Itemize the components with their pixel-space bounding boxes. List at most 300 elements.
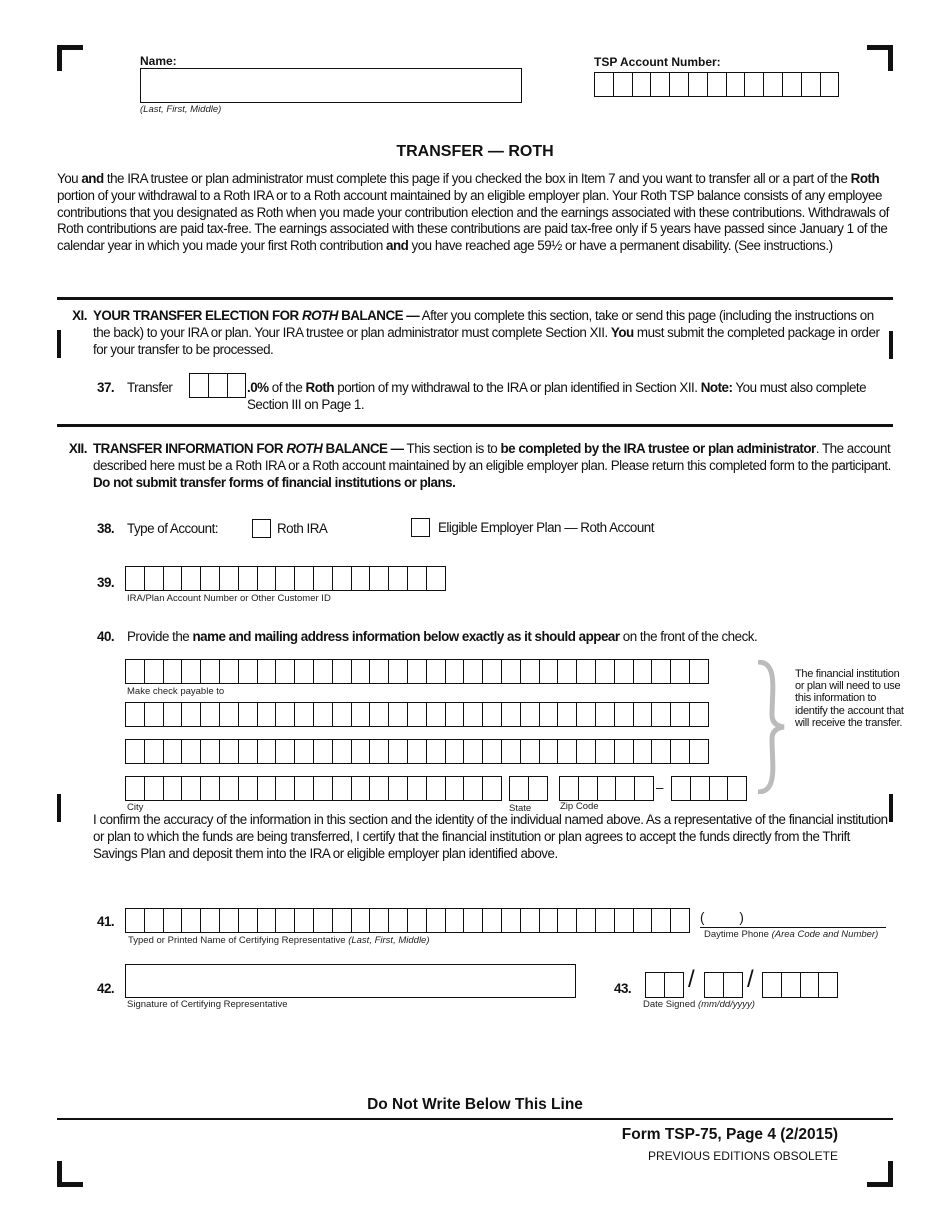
character-cell[interactable] [540,740,559,763]
registration-mark [867,45,893,71]
representative-name-input[interactable] [125,908,690,933]
character-cell[interactable] [145,740,164,763]
character-cell[interactable] [502,660,521,683]
character-cell[interactable] [802,73,821,96]
character-cell[interactable] [164,909,183,932]
character-cell[interactable] [164,567,183,590]
section-xi-text [93,308,893,358]
tsp-account-label: TSP Account Number: [594,55,721,69]
item-37-number: 37. [97,380,115,395]
character-cell[interactable] [314,660,333,683]
transfer-percent-input[interactable] [189,373,246,398]
character-cell[interactable] [446,777,465,800]
character-cell[interactable] [446,909,465,932]
text: and [81,171,104,186]
character-cell[interactable] [220,660,239,683]
character-cell[interactable] [352,777,371,800]
character-cell[interactable] [126,909,145,932]
character-cell[interactable] [370,703,389,726]
section-xii-text [93,441,893,491]
employer-plan-checkbox[interactable] [411,518,430,537]
text: TRANSFER INFORMATION FOR [93,441,287,456]
character-cell[interactable] [408,909,427,932]
character-cell[interactable] [483,909,502,932]
character-cell[interactable] [819,973,838,997]
text: (Area Code and Number) [771,929,879,940]
character-cell[interactable] [220,740,239,763]
roth-ira-checkbox[interactable] [252,519,271,538]
section-xii-numeral: XII. [68,441,87,456]
character-cell[interactable] [408,777,427,800]
character-cell[interactable] [540,660,559,683]
text: Note: [700,380,733,395]
payee-name-input[interactable] [125,659,709,684]
character-cell[interactable] [446,740,465,763]
character-cell[interactable] [521,909,540,932]
character-cell[interactable] [220,703,239,726]
payable-caption: Make check payable to [127,686,225,697]
character-cell[interactable] [276,660,295,683]
character-cell[interactable] [333,567,352,590]
character-cell[interactable] [201,909,220,932]
character-cell[interactable] [126,740,145,763]
character-cell[interactable] [529,777,548,800]
text: (mm/dd/yyyy) [697,999,755,1010]
do-not-write-heading: Do Not Write Below This Line [367,1096,583,1113]
character-cell[interactable] [164,777,183,800]
character-cell[interactable] [276,703,295,726]
character-cell[interactable] [596,703,615,726]
character-cell[interactable] [558,660,577,683]
account-type-label: Type of Account: [127,521,219,536]
character-cell[interactable] [145,909,164,932]
character-cell[interactable] [258,740,277,763]
character-cell[interactable] [276,740,295,763]
character-cell[interactable] [446,703,465,726]
character-cell[interactable] [427,703,446,726]
character-cell[interactable] [689,73,708,96]
character-cell[interactable] [370,567,389,590]
character-cell[interactable] [333,660,352,683]
character-cell[interactable] [201,660,220,683]
character-cell[interactable] [164,703,183,726]
character-cell[interactable] [705,973,724,997]
character-cell[interactable] [671,660,690,683]
character-cell[interactable] [258,909,277,932]
text: Roth [305,380,335,395]
character-cell[interactable] [635,777,654,800]
character-cell[interactable] [558,703,577,726]
character-cell[interactable] [276,909,295,932]
text: . The account described here must be a Roth IRA or a Roth account maintained by an eligible employer plan. Please return this completed form to the participant. [93,441,891,473]
text: BALANCE — [322,441,404,456]
character-cell[interactable] [228,374,247,397]
character-cell[interactable] [314,909,333,932]
character-cell[interactable] [670,73,689,96]
character-cell[interactable] [821,73,840,96]
text: the IRA trustee or plan administrator must complete this page if you checked the box in Item 7 and you want to transfer all or a part of the [103,171,851,186]
address-line-2-input[interactable] [125,739,709,764]
text: You [610,324,634,340]
phone-parens: ( ) [700,910,744,925]
transfer-label: Transfer [127,380,173,395]
character-cell[interactable] [370,777,389,800]
date-day-input[interactable] [704,972,743,998]
character-cell[interactable] [333,777,352,800]
character-cell[interactable] [577,740,596,763]
zip-caption: Zip Code [560,801,599,812]
character-cell[interactable] [745,73,764,96]
text: Daytime Phone [704,929,772,940]
margin-mark [57,794,61,822]
character-cell[interactable] [201,777,220,800]
character-cell[interactable] [333,909,352,932]
text: Do not submit transfer forms of financial institutions or plans. [93,474,456,490]
character-cell[interactable] [389,703,408,726]
character-cell[interactable] [483,777,502,800]
section-xi-numeral: XI. [72,308,87,323]
character-cell[interactable] [502,703,521,726]
character-cell[interactable] [239,567,258,590]
text: be completed by the IRA trustee or plan administrator [500,441,816,456]
divider [57,424,893,427]
character-cell[interactable] [370,909,389,932]
character-cell[interactable] [464,909,483,932]
text: portion of your withdrawal to a Roth IRA or to a Roth account maintained by an eligible employer plan. Your Roth TSP balance consists of any employee contributions that you designated as Roth when you made your contribution election and the earnings associated with these contributions. Withdrawals of Roth contributions are paid tax-free. The earnings associated with these contributions are paid tax-free only if 5 years have passed since January 1 of the calendar year in which you made your first Roth contribution [57,187,889,254]
item-43-number: 43. [614,981,632,996]
character-cell[interactable] [389,660,408,683]
character-cell[interactable] [708,73,727,96]
character-cell[interactable] [577,703,596,726]
character-cell[interactable] [182,567,201,590]
character-cell[interactable] [634,660,653,683]
page-title: TRANSFER — ROTH [396,143,554,160]
character-cell[interactable] [672,777,691,800]
character-cell[interactable] [239,660,258,683]
character-cell[interactable] [577,909,596,932]
character-cell[interactable] [690,660,709,683]
character-cell[interactable] [239,777,258,800]
character-cell[interactable] [295,660,314,683]
character-cell[interactable] [182,660,201,683]
character-cell[interactable] [652,703,671,726]
character-cell[interactable] [783,73,802,96]
date-month-input[interactable] [645,972,684,998]
character-cell[interactable] [483,703,502,726]
date-caption [643,999,755,1010]
text: (Last, First, Middle) [348,935,430,946]
divider [57,297,893,300]
character-cell[interactable] [616,777,635,800]
character-cell[interactable] [634,909,653,932]
character-cell[interactable] [408,660,427,683]
character-cell[interactable] [352,660,371,683]
character-cell[interactable] [295,777,314,800]
character-cell[interactable] [145,567,164,590]
address-line-1-input[interactable] [125,702,709,727]
item-40-number: 40. [97,629,115,644]
margin-mark [57,330,61,358]
text: Date Signed [643,999,698,1010]
character-cell[interactable] [258,703,277,726]
character-cell[interactable] [239,703,258,726]
character-cell[interactable] [427,567,446,590]
character-cell[interactable] [464,703,483,726]
character-cell[interactable] [671,740,690,763]
character-cell[interactable] [126,567,145,590]
character-cell[interactable] [201,703,220,726]
character-cell[interactable] [182,777,201,800]
obsolete-note: PREVIOUS EDITIONS OBSOLETE [647,1149,838,1163]
character-cell[interactable] [295,567,314,590]
character-cell[interactable] [502,909,521,932]
text: YOUR TRANSFER ELECTION FOR [93,308,302,323]
character-cell[interactable] [164,740,183,763]
character-cell[interactable] [126,703,145,726]
text: of the [268,380,306,395]
character-cell[interactable] [276,567,295,590]
character-cell[interactable] [634,740,653,763]
character-cell[interactable] [314,777,333,800]
date-slash: / [688,966,695,993]
character-cell[interactable] [690,703,709,726]
form-id: Form TSP-75, Page 4 (2/2015) [621,1126,838,1143]
character-cell[interactable] [427,740,446,763]
employer-plan-label: Eligible Employer Plan — Roth Account [438,520,654,535]
character-cell[interactable] [427,660,446,683]
tsp-account-number-input[interactable] [594,72,839,97]
text: This section is to [403,441,501,456]
item-40-text [127,629,757,646]
character-cell[interactable] [724,973,743,997]
city-input[interactable] [125,776,502,801]
text: name and mailing address information below exactly as it should appear [192,629,620,644]
text: .0% [247,380,269,395]
character-cell[interactable] [239,909,258,932]
character-cell[interactable] [596,740,615,763]
character-cell[interactable] [389,909,408,932]
character-cell[interactable] [295,740,314,763]
character-cell[interactable] [182,703,201,726]
text: you have reached age 59½ or have a permanent disability. (See instructions.) [408,238,833,254]
character-cell[interactable] [352,740,371,763]
item-42-number: 42. [97,981,115,996]
character-cell[interactable] [615,740,634,763]
character-cell[interactable] [521,703,540,726]
character-cell[interactable] [615,660,634,683]
character-cell[interactable] [614,73,633,96]
text: and [386,238,409,254]
character-cell[interactable] [352,703,371,726]
margin-mark [889,331,893,359]
character-cell[interactable] [145,660,164,683]
text: After you complete this section, take or send this page (including the instructions on the back) to your IRA or plan. Your IRA trustee or plan administrator must complete Section XII. [93,308,874,340]
date-year-input[interactable] [762,972,838,998]
character-cell[interactable] [126,777,145,800]
character-cell[interactable] [502,740,521,763]
character-cell[interactable] [577,660,596,683]
character-cell[interactable] [646,973,665,997]
character-cell[interactable] [579,777,598,800]
character-cell[interactable] [314,740,333,763]
item-37-text [247,380,892,414]
character-cell[interactable] [464,740,483,763]
text: Provide the [127,629,193,644]
character-cell[interactable] [710,777,729,800]
state-caption: State [509,803,532,814]
character-cell[interactable] [220,567,239,590]
text: on the front of the check. [619,629,758,644]
character-cell[interactable] [651,73,670,96]
certification-text: I confirm the accuracy of the information in this section and the identity of the individual named above. As a representative of the financial institution or plan to which the funds are being transferred, I certify that the financial institution or plan agrees to accept the funds directly from the Thrift Savings Plan and deposit them into the IRA or eligible employer plan identified above. [93,812,888,861]
character-cell[interactable] [446,660,465,683]
character-cell[interactable] [389,740,408,763]
character-cell[interactable] [276,777,295,800]
character-cell[interactable] [408,703,427,726]
representative-name-caption [128,935,430,946]
character-cell[interactable] [596,909,615,932]
character-cell[interactable] [427,909,446,932]
character-cell[interactable] [727,73,746,96]
character-cell[interactable] [314,703,333,726]
character-cell[interactable] [190,374,209,397]
character-cell[interactable] [295,703,314,726]
character-cell[interactable] [652,740,671,763]
character-cell[interactable] [558,740,577,763]
name-input[interactable] [140,68,522,103]
zip-code-input[interactable] [559,776,654,801]
character-cell[interactable] [558,909,577,932]
date-slash: / [747,966,754,993]
registration-mark [57,1161,83,1187]
character-cell[interactable] [333,740,352,763]
zip-dash: – [656,780,663,795]
brace-icon [752,660,788,794]
character-cell[interactable] [352,909,371,932]
character-cell[interactable] [652,909,671,932]
item-38-number: 38. [97,521,115,536]
text: must submit the completed package in order for your transfer to be processed. [93,324,880,357]
text: Roth [850,171,880,186]
character-cell[interactable] [598,777,617,800]
character-cell[interactable] [560,777,579,800]
roth-ira-label: Roth IRA [277,521,328,536]
character-cell[interactable] [258,660,277,683]
character-cell[interactable] [510,777,529,800]
character-cell[interactable] [389,777,408,800]
character-cell[interactable] [728,777,747,800]
character-cell[interactable] [596,660,615,683]
city-caption: City [127,802,144,813]
registration-mark [57,45,83,71]
character-cell[interactable] [201,567,220,590]
phone-input[interactable] [700,927,886,928]
character-cell[interactable] [615,909,634,932]
character-cell[interactable] [209,374,228,397]
character-cell[interactable] [295,909,314,932]
text: You must also complete Section III on Page 1. [247,380,867,412]
zip-extension-input[interactable] [671,776,747,801]
text: ROTH [301,308,338,323]
character-cell[interactable] [763,973,782,997]
character-cell[interactable] [145,777,164,800]
character-cell[interactable] [145,703,164,726]
character-cell[interactable] [540,703,559,726]
character-cell[interactable] [333,703,352,726]
character-cell[interactable] [182,909,201,932]
character-cell[interactable] [671,703,690,726]
text: You [57,171,82,186]
character-cell[interactable] [671,909,690,932]
character-cell[interactable] [521,740,540,763]
character-cell[interactable] [220,777,239,800]
ira-account-number-input[interactable] [125,566,446,591]
brace-note: The financial institution or plan will need to use this information to identify the account that will receive the transfer. [795,668,904,729]
character-cell[interactable] [801,973,820,997]
text: portion of my withdrawal to the IRA or plan identified in Section XII. [334,380,701,395]
signature-caption: Signature of Certifying Representative [127,999,288,1010]
character-cell[interactable] [126,660,145,683]
character-cell[interactable] [239,740,258,763]
character-cell[interactable] [483,740,502,763]
character-cell[interactable] [352,567,371,590]
item-39-number: 39. [97,575,115,590]
character-cell[interactable] [652,660,671,683]
ira-account-caption: IRA/Plan Account Number or Other Customer ID [127,593,331,604]
character-cell[interactable] [370,740,389,763]
character-cell[interactable] [164,660,183,683]
character-cell[interactable] [764,73,783,96]
character-cell[interactable] [408,740,427,763]
text: Typed or Printed Name of Certifying Representative [128,935,349,946]
character-cell[interactable] [427,777,446,800]
character-cell[interactable] [521,660,540,683]
character-cell[interactable] [182,740,201,763]
character-cell[interactable] [370,660,389,683]
registration-mark [867,1161,893,1187]
text: ROTH [286,441,323,456]
character-cell[interactable] [408,567,427,590]
character-cell[interactable] [220,909,239,932]
name-label: Name: [140,54,177,68]
character-cell[interactable] [782,973,801,997]
text: BALANCE — [337,308,420,323]
character-cell[interactable] [314,567,333,590]
character-cell[interactable] [464,777,483,800]
character-cell[interactable] [615,703,634,726]
character-cell[interactable] [634,703,653,726]
character-cell[interactable] [389,567,408,590]
character-cell[interactable] [201,740,220,763]
name-caption: (Last, First, Middle) [140,104,222,115]
character-cell[interactable] [595,73,614,96]
phone-caption [704,929,878,940]
character-cell[interactable] [691,777,710,800]
divider [57,1118,893,1120]
character-cell[interactable] [633,73,652,96]
character-cell[interactable] [690,740,709,763]
intro-paragraph [57,171,899,255]
signature-input[interactable] [125,964,576,998]
character-cell[interactable] [483,660,502,683]
character-cell[interactable] [464,660,483,683]
item-41-number: 41. [97,914,115,929]
character-cell[interactable] [540,909,559,932]
character-cell[interactable] [258,777,277,800]
character-cell[interactable] [258,567,277,590]
character-cell[interactable] [665,973,684,997]
state-input[interactable] [509,776,548,801]
